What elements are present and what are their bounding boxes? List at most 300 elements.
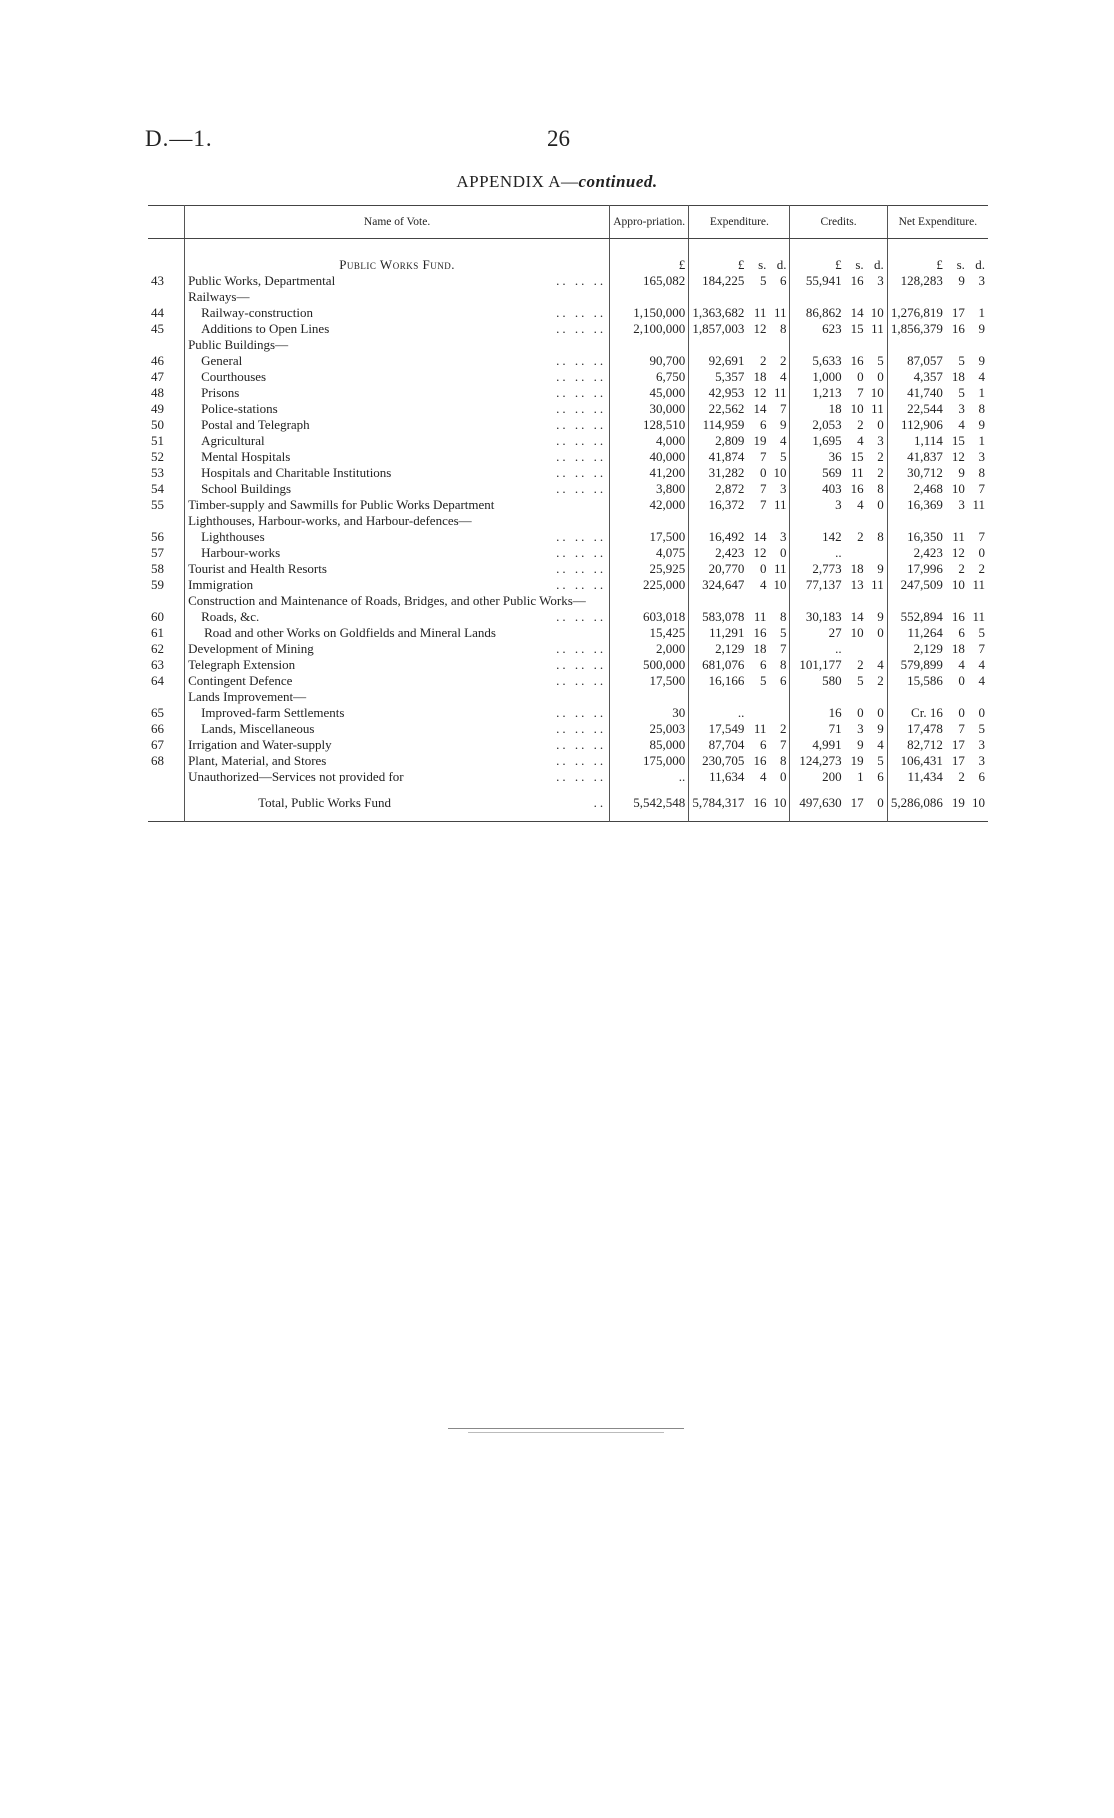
credits-pounds: 27 [828,625,842,640]
credits-pence: 5 [867,353,888,369]
expenditure-pounds: 184,225 [702,273,745,288]
vote-name: Road and other Works on Goldfields and Mineral Lands [204,625,496,640]
leader-dots: .. .. .. [556,465,607,480]
total-label: Total, Public Works Fund [258,795,391,810]
vote-name-cell [185,465,610,481]
net-empty [887,337,946,353]
appropriation-value: 17,500 [610,529,689,545]
header-net-expenditure: Net Expenditure. [887,206,988,239]
credits-pence: 8 [867,529,888,545]
total-credits-shillings: 17 [850,795,864,810]
appropriation-value: 175,000 [610,753,689,769]
group-heading-label: Lighthouses, Harbour-works, and Harbour-defences— [188,513,472,528]
units-num-cell [148,239,185,274]
net-shillings: 18 [951,369,965,384]
table-row [148,545,988,561]
table-row [148,673,988,689]
vote-name-line [201,321,606,337]
net-pence: 3 [978,273,985,288]
vote-name-cell [185,753,610,769]
credits-shillings: 18 [850,561,864,576]
expenditure-shillings: 14 [753,401,767,416]
net-empty [887,289,946,305]
vote-number: 51 [148,433,185,449]
vote-name: Mental Hospitals [201,449,291,464]
net-empty [887,513,946,529]
credits-pounds: 1,000 [812,369,842,384]
credits-pence: 0 [867,369,888,385]
expenditure-pounds: 16,166 [708,673,745,688]
net-pounds: 22,544 [907,401,943,416]
vote-name: Postal and Telegraph [201,417,310,432]
net-empty [968,337,988,353]
table-row [148,417,988,433]
vote-name-line [201,401,606,417]
unit-shillings: s. [758,257,767,272]
table-group-heading-row [148,289,988,305]
expenditure-pence: 8 [769,609,790,625]
credits-pence: 6 [867,769,888,785]
expenditure-pounds: 1,363,682 [692,305,745,320]
section-title: Public Works Fund. [185,239,610,274]
table-header-row [148,206,988,239]
net-pence: 1 [978,385,985,400]
credits-pence: 0 [867,417,888,433]
expenditure-empty [769,689,790,705]
net-pounds: 41,837 [907,449,943,464]
unit-shillings: s. [855,257,864,272]
appendix-title [0,172,1114,192]
table-row [148,433,988,449]
header-name-of-vote: Name of Vote. [185,206,610,239]
expenditure-pounds: 2,872 [715,481,745,496]
expenditure-empty [689,689,748,705]
net-pence: 6 [978,769,985,784]
credits-pence [867,641,888,657]
table-group-heading-row [148,337,988,353]
expenditure-shillings: 4 [759,769,767,784]
appropriation-value: 90,700 [610,353,689,369]
appropriation-value: 165,082 [610,273,689,289]
appendix-title-main: APPENDIX A— [456,172,579,191]
leader-dots: .. .. .. [556,273,607,288]
net-empty [887,689,946,705]
credits-empty [867,593,888,609]
credits-pence: 0 [867,705,888,721]
table-row [148,481,988,497]
credits-empty [845,593,867,609]
appropriation-value: 603,018 [610,609,689,625]
expenditure-pence: 2 [769,353,790,369]
table-group-heading-row [148,593,988,609]
vote-number: 44 [148,305,185,321]
credits-pounds: 124,273 [799,753,842,768]
credits-shillings: 16 [850,273,864,288]
leader-dots: .. .. .. [556,417,607,432]
leader-dots: .. .. .. [556,705,607,720]
expenditure-shillings: 7 [759,481,767,496]
credits-shillings: 15 [850,321,864,336]
credits-shillings: 3 [857,721,864,736]
credits-shillings: 16 [850,481,864,496]
vote-number: 67 [148,737,185,753]
credits-shillings: 2 [857,657,864,672]
net-empty [887,593,946,609]
net-pence: 9 [978,321,985,336]
vote-name-line [201,481,606,497]
vote-name-line [201,305,606,321]
expenditure-pounds: 31,282 [708,465,745,480]
vote-name-cell [185,449,610,465]
net-pounds: 15,586 [907,673,943,688]
vote-name-line [201,353,606,369]
vote-name: Irrigation and Water-supply [188,737,332,752]
unit-pound: £ [610,239,689,274]
vote-number: 63 [148,657,185,673]
vote-name: Improved-farm Settlements [201,705,345,720]
credits-empty [867,513,888,529]
appropriation-value: 17,500 [610,673,689,689]
expenditure-pence: 9 [769,417,790,433]
expenditure-empty [747,289,769,305]
expenditure-pence: 6 [769,273,790,289]
credits-empty [790,593,845,609]
net-shillings: 17 [951,737,965,752]
expenditure-shillings: 11 [753,721,767,736]
net-empty [968,689,988,705]
vote-number: 62 [148,641,185,657]
expenditure-empty [689,593,748,609]
net-pounds: 11,434 [907,769,943,784]
table-row [148,625,988,641]
credits-empty [790,289,845,305]
leader-dots: .. .. .. [556,577,607,592]
group-heading-label: Public Buildings— [188,337,289,352]
appropriation-value: 128,510 [610,417,689,433]
credits-pounds: 86,862 [805,305,842,320]
credits-shillings: 4 [857,433,864,448]
credits-empty [867,337,888,353]
net-pounds: 16,369 [907,497,943,512]
net-pence: 11 [972,609,985,624]
appropriation-value: 85,000 [610,737,689,753]
net-shillings: 18 [951,641,965,656]
credits-pounds: 623 [822,321,842,336]
credits-shillings: 10 [850,401,864,416]
credits-shillings: 1 [857,769,864,784]
vote-name: Courthouses [201,369,267,384]
vote-name-cell [185,769,610,785]
credits-pounds: 16 [828,705,842,720]
expenditure-pounds: 324,647 [702,577,745,592]
net-pence: 5 [978,625,985,640]
net-shillings: 9 [958,273,965,288]
table-row [148,577,988,593]
credits-pence: 8 [867,481,888,497]
expenditure-pounds: 16,372 [708,497,745,512]
net-shillings: 17 [951,753,965,768]
net-shillings: 2 [958,769,965,784]
net-pounds: 11,264 [907,625,943,640]
leader-dots: .. .. .. [556,529,607,544]
expenditure-empty [747,337,769,353]
vote-name-line [188,641,606,657]
expenditure-pence: 8 [769,321,790,337]
vote-name-cell [185,481,610,497]
leader-dots: .. .. .. [556,737,607,752]
net-pence: 3 [978,737,985,752]
expenditure-pounds: 2,423 [715,545,745,560]
credits-pounds: .. [835,641,842,656]
appropriation-value: 2,100,000 [610,321,689,337]
credits-pounds: 1,695 [812,433,842,448]
vote-name-cell [185,593,610,609]
total-credits-pence: 0 [867,785,888,822]
table-body [148,239,988,786]
net-pence: 2 [978,561,985,576]
table-row [148,769,988,785]
expenditure-pence: 3 [769,481,790,497]
credits-pence: 4 [867,657,888,673]
credits-shillings: 9 [857,737,864,752]
vote-number: 66 [148,721,185,737]
vote-name-cell [185,641,610,657]
credits-shillings: 5 [857,673,864,688]
credits-shillings [845,545,867,561]
vote-name-cell [185,417,610,433]
vote-number: 56 [148,529,185,545]
vote-number: 45 [148,321,185,337]
expenditure-empty [769,289,790,305]
net-pounds: 82,712 [907,737,943,752]
credits-pounds: 1,213 [812,385,842,400]
leader-dots: .. .. .. [556,321,607,336]
appropriation-value: 15,425 [610,625,689,641]
credits-empty [790,337,845,353]
appropriation-value: 4,075 [610,545,689,561]
credits-pence: 11 [867,577,888,593]
vote-name-cell [185,673,610,689]
vote-number: 68 [148,753,185,769]
total-expenditure-shillings: 16 [753,795,767,810]
appropriation-value: 2,000 [610,641,689,657]
expenditure-pence: 8 [769,657,790,673]
credits-empty [845,289,867,305]
credits-pence [867,545,888,561]
vote-name: Timber-supply and Sawmills for Public Works Department [188,497,495,512]
vote-name-line [188,737,606,753]
vote-name-cell [185,433,610,449]
net-shillings: 15 [951,433,965,448]
net-shillings: 10 [951,577,965,592]
vote-number: 59 [148,577,185,593]
total-net-pounds: 5,286,086 [890,795,943,810]
unit-pence: d. [975,257,985,272]
vote-number: 58 [148,561,185,577]
net-pence: 11 [972,577,985,592]
leader-dots: .. .. .. [556,385,607,400]
total-name-cell [185,785,610,822]
net-pounds: 2,129 [913,641,943,656]
net-pence: 1 [978,305,985,320]
table-row [148,465,988,481]
net-pence: 9 [978,353,985,368]
appropriation-empty [610,513,689,529]
vote-name: Railway-construction [201,305,313,320]
net-pence: 9 [978,417,985,432]
net-pence: 7 [978,529,985,544]
net-pence: 11 [972,497,985,512]
net-empty [968,289,988,305]
vote-name-cell [185,305,610,321]
appropriation-value: 225,000 [610,577,689,593]
vote-name-line [201,721,606,737]
net-shillings: 0 [958,673,965,688]
vote-name-cell [185,513,610,529]
unit-pound: £ [835,257,842,272]
credits-shillings: 2 [857,417,864,432]
net-pounds: 17,478 [907,721,943,736]
expenditure-pence: 4 [769,433,790,449]
net-pence: 8 [978,401,985,416]
net-pence: 7 [978,641,985,656]
vote-name: Contingent Defence [188,673,293,688]
credits-empty [845,689,867,705]
table-row [148,305,988,321]
expenditure-shillings: 12 [753,385,767,400]
total-expenditure-pounds: 5,784,317 [692,795,745,810]
leader-dots: .. .. .. [556,353,607,368]
expenditure-shillings: 0 [759,561,767,576]
net-pounds: 87,057 [907,353,943,368]
expenditure-shillings: 12 [753,321,767,336]
vote-name: Immigration [188,577,254,592]
vote-number: 61 [148,625,185,641]
expenditure-empty [747,513,769,529]
credits-pence: 2 [867,449,888,465]
credits-pounds: 71 [828,721,842,736]
credits-empty [790,513,845,529]
vote-name-line [201,545,606,561]
vote-name: Agricultural [201,433,265,448]
table-row [148,369,988,385]
net-shillings: 12 [951,449,965,464]
vote-number [148,513,185,529]
expenditure-pence [769,705,790,721]
page-number: 26 [547,126,570,151]
group-heading-label: Railways— [188,289,250,304]
net-shillings: 16 [951,609,965,624]
credits-shillings: 14 [850,609,864,624]
leader-dots: .. .. .. [556,449,607,464]
expenditure-shillings: 0 [759,465,767,480]
appropriation-value: 45,000 [610,385,689,401]
net-empty [946,593,968,609]
table-group-heading-row [148,513,988,529]
vote-number [148,593,185,609]
table-row [148,497,988,513]
vote-name: Unauthorized—Services not provided for [188,769,404,784]
net-shillings: 3 [958,401,965,416]
expenditure-shillings: 7 [759,449,767,464]
net-pounds: 41,740 [907,385,943,400]
vote-name-line [188,577,606,593]
expenditure-pence: 7 [769,401,790,417]
document-reference: D.—1. [145,126,213,151]
credits-empty [845,337,867,353]
net-shillings: 4 [958,657,965,672]
credits-pence: 11 [867,321,888,337]
credits-pounds: 101,177 [799,657,842,672]
expenditure-shillings: 18 [753,369,767,384]
appropriation-value: 30,000 [610,401,689,417]
credits-pounds: .. [835,545,842,560]
vote-name: Lands, Miscellaneous [201,721,315,736]
leader-dots: .. .. .. [556,673,607,688]
credits-shillings: 19 [850,753,864,768]
leader-dots: .. .. .. [556,401,607,416]
net-shillings: 5 [958,353,965,368]
vote-name-cell [185,385,610,401]
expenditure-pounds: 5,357 [715,369,745,384]
net-pounds: 106,431 [900,753,943,768]
appropriation-value: 6,750 [610,369,689,385]
credits-pence: 0 [867,625,888,641]
leader-dots: .. .. .. [556,481,607,496]
net-pounds: 17,996 [907,561,943,576]
expenditure-shillings: 4 [759,577,767,592]
vote-name: Public Works, Departmental [188,273,336,288]
vote-name-cell [185,705,610,721]
vote-number [148,289,185,305]
net-pence: 0 [978,545,985,560]
net-shillings: 2 [958,561,965,576]
credits-pounds: 580 [822,673,842,688]
vote-name-line [188,673,606,689]
leader-dots: .. [593,795,607,810]
appropriation-value: 40,000 [610,449,689,465]
vote-number: 43 [148,273,185,289]
net-shillings: 11 [952,529,965,544]
net-shillings: 7 [958,721,965,736]
net-shillings: 12 [951,545,965,560]
vote-name-cell [185,689,610,705]
table-row [148,609,988,625]
vote-name-cell [185,401,610,417]
expenditure-empty [689,513,748,529]
units-row [148,239,988,274]
expenditure-pence: 7 [769,641,790,657]
expenditure-shillings: 12 [753,545,767,560]
expenditure-pounds: 41,874 [708,449,745,464]
expenditure-pounds: 114,959 [702,417,745,432]
vote-number: 60 [148,609,185,625]
net-pence: 4 [978,657,985,672]
expenditure-shillings: 11 [753,305,767,320]
credits-shillings: 10 [850,625,864,640]
vote-name: Development of Mining [188,641,314,656]
vote-name-cell [185,353,610,369]
expenditure-pence: 7 [769,737,790,753]
vote-name: Plant, Material, and Stores [188,753,327,768]
expenditure-empty [689,337,748,353]
group-heading-label: Lands Improvement— [188,689,307,704]
net-pounds: 30,712 [907,465,943,480]
vote-name-cell [185,273,610,289]
table-row [148,273,988,289]
vote-name-line [188,753,606,769]
net-pounds: Cr. 16 [911,705,943,720]
